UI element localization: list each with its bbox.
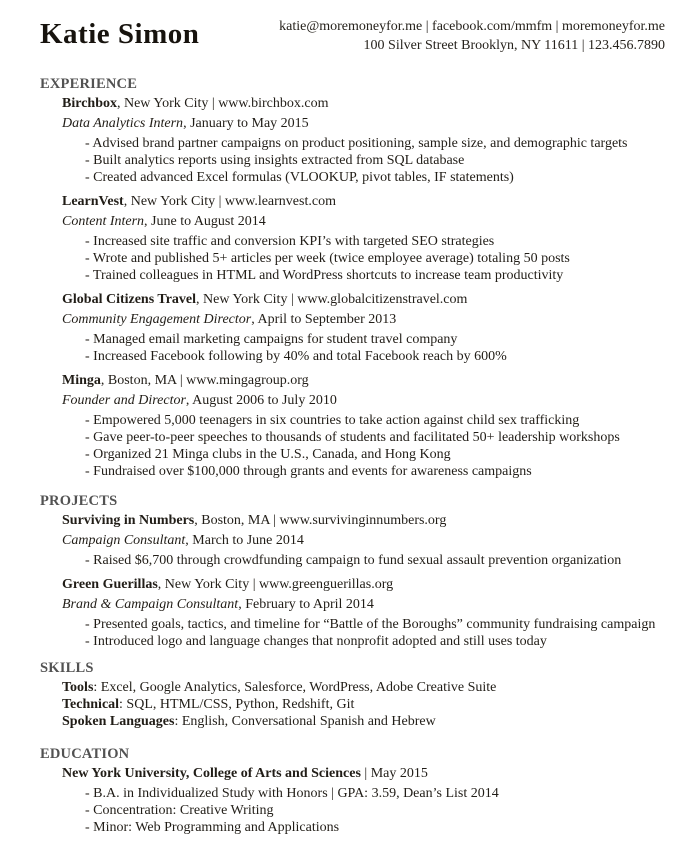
role-dates: , April to September 2013 — [251, 312, 397, 327]
bullet-item: - Presented goals, tactics, and timeline for “Battle of the Boroughs” community fundraising campaign — [85, 617, 656, 632]
role-dates: , February to April 2014 — [238, 597, 374, 612]
contact-line-email-web: katie@moremoneyfor.me | facebook.com/mmfm | moremoneyfor.me — [279, 19, 665, 34]
bullet-item: - Introduced logo and language changes that nonprofit adopted and still uses today — [85, 634, 547, 649]
skill-label: Spoken Languages — [62, 714, 175, 729]
section-title-experience: EXPERIENCE — [40, 76, 138, 92]
bullet-item: - Wrote and published 5+ articles per week (twice employee average) totaling 50 posts — [85, 251, 570, 266]
bullet-list — [85, 233, 665, 284]
skill-label: Tools — [62, 680, 94, 695]
bullet-list — [85, 331, 665, 365]
experience-entry-learnvest — [62, 193, 665, 284]
bullet-item: - Gave peer-to-peer speeches to thousands of students and facilitated 50+ leadership workshops — [85, 430, 620, 445]
role-line — [62, 392, 665, 409]
contact-block — [279, 16, 665, 55]
bullet-item: - Created advanced Excel formulas (VLOOKUP, pivot tables, IF statements) — [85, 170, 514, 185]
role-line — [62, 213, 665, 230]
bullet-list — [85, 135, 665, 186]
skill-label: Technical — [62, 697, 120, 712]
section-title-skills: SKILLS — [40, 660, 94, 676]
org-name: Birchbox — [62, 96, 117, 111]
section-experience — [40, 76, 665, 480]
bullet-item: - Raised $6,700 through crowdfunding campaign to fund sexual assault prevention organization — [85, 553, 622, 568]
bullet-item: - Trained colleagues in HTML and WordPress shortcuts to increase team productivity — [85, 268, 564, 283]
org-detail: , New York City | www.greenguerillas.org — [157, 577, 394, 592]
org-line — [62, 512, 665, 529]
section-title-projects: PROJECTS — [40, 493, 118, 509]
org-name: Minga — [62, 373, 101, 388]
bullet-item: - Increased Facebook following by 40% and total Facebook reach by 600% — [85, 349, 507, 364]
bullet-item: - Increased site traffic and conversion KPI’s with targeted SEO strategies — [85, 234, 495, 249]
bullet-item: - B.A. in Individualized Study with Honors | GPA: 3.59, Dean’s List 2014 — [85, 786, 499, 801]
skill-line-technical — [62, 696, 665, 713]
candidate-name: Katie Simon — [40, 18, 200, 50]
role-dates: , January to May 2015 — [183, 116, 309, 131]
org-line — [62, 95, 665, 112]
role-line — [62, 115, 665, 132]
skill-line-spoken-languages — [62, 713, 665, 730]
org-line — [62, 372, 665, 389]
bullet-item: - Advised brand partner campaigns on product positioning, sample size, and demographic targets — [85, 136, 628, 151]
org-name: Surviving in Numbers — [62, 513, 195, 528]
role-title: Data Analytics Intern — [62, 116, 184, 131]
bullet-list — [85, 552, 665, 569]
org-line — [62, 193, 665, 210]
org-detail: , Boston, MA | www.mingagroup.org — [100, 373, 309, 388]
skills-list — [62, 679, 665, 730]
role-title: Campaign Consultant — [62, 533, 186, 548]
resume-header — [40, 16, 665, 55]
org-detail: , New York City | www.globalcitizenstravel.com — [196, 292, 468, 307]
bullet-item: - Fundraised over $100,000 through grants and events for awareness campaigns — [85, 464, 532, 479]
bullet-item: - Minor: Web Programming and Applications — [85, 820, 340, 835]
bullet-list — [85, 785, 665, 836]
role-title: Content Intern — [62, 214, 145, 229]
role-line — [62, 311, 665, 328]
org-line — [62, 576, 665, 593]
role-title: Brand & Campaign Consultant — [62, 597, 239, 612]
role-dates: , August 2006 to July 2010 — [185, 393, 337, 408]
bullet-item: - Organized 21 Minga clubs in the U.S., Canada, and Hong Kong — [85, 447, 451, 462]
education-entry-nyu — [62, 765, 665, 836]
role-line — [62, 596, 665, 613]
section-skills — [40, 660, 665, 730]
org-detail: , New York City | www.birchbox.com — [116, 96, 329, 111]
role-title: Founder and Director — [62, 393, 186, 408]
bullet-item: - Built analytics reports using insights extracted from SQL database — [85, 153, 465, 168]
bullet-item: - Empowered 5,000 teenagers in six countries to take action against child sex trafficking — [85, 413, 580, 428]
section-projects — [40, 493, 665, 650]
bullet-item: - Concentration: Creative Writing — [85, 803, 274, 818]
org-detail: , New York City | www.learnvest.com — [123, 194, 336, 209]
project-entry-green-guerillas — [62, 576, 665, 650]
role-dates: , March to June 2014 — [185, 533, 304, 548]
org-name: LearnVest — [62, 194, 124, 209]
bullet-list — [85, 412, 665, 480]
section-title-education: EDUCATION — [40, 746, 130, 762]
org-name: Green Guerillas — [62, 577, 158, 592]
experience-entry-global-citizens-travel — [62, 291, 665, 365]
org-name: Global Citizens Travel — [62, 292, 197, 307]
experience-entry-birchbox — [62, 95, 665, 186]
role-dates: , June to August 2014 — [144, 214, 266, 229]
skill-values: : English, Conversational Spanish and Hebrew — [174, 714, 436, 729]
contact-line-address-phone: 100 Silver Street Brooklyn, NY 11611 | 123.456.7890 — [363, 38, 665, 53]
role-line — [62, 532, 665, 549]
skill-values: : SQL, HTML/CSS, Python, Redshift, Git — [119, 697, 355, 712]
role-title: Community Engagement Director — [62, 312, 252, 327]
skill-values: : Excel, Google Analytics, Salesforce, WordPress, Adobe Creative Suite — [93, 680, 497, 695]
project-entry-surviving-in-numbers — [62, 512, 665, 569]
org-detail: , Boston, MA | www.survivinginnumbers.org — [194, 513, 447, 528]
bullet-item: - Managed email marketing campaigns for student travel company — [85, 332, 458, 347]
section-education — [40, 746, 665, 836]
org-line — [62, 765, 665, 782]
skill-line-tools — [62, 679, 665, 696]
graduation-date: | May 2015 — [360, 766, 428, 781]
bullet-list — [85, 616, 665, 650]
experience-entry-minga — [62, 372, 665, 480]
school-name: New York University, College of Arts and Sciences — [62, 766, 361, 781]
org-line — [62, 291, 665, 308]
